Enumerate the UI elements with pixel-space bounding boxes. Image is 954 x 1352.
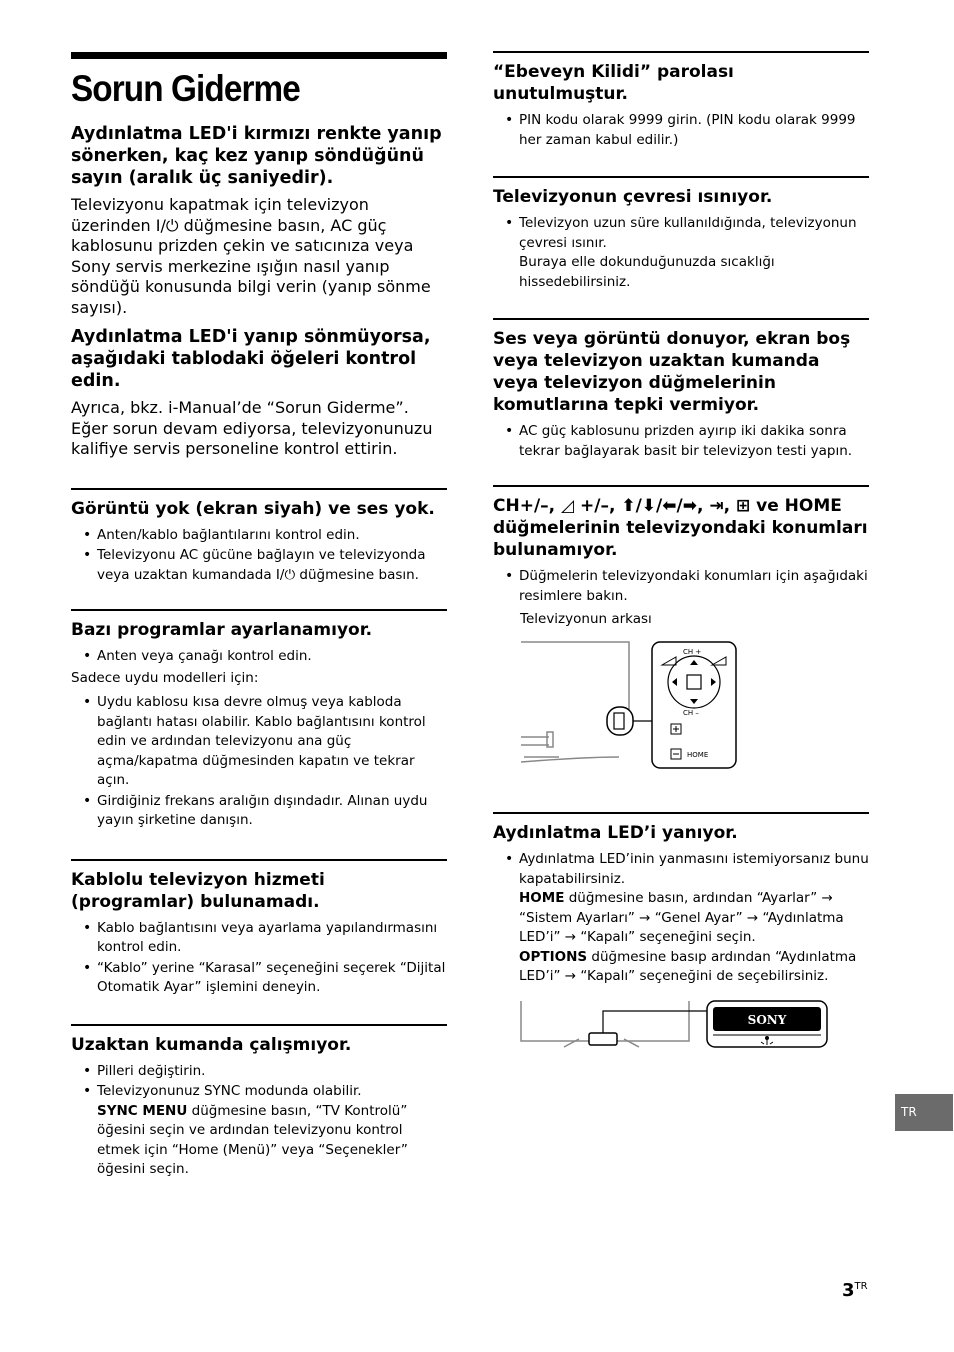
section-heading: Bazı programlar ayarlanamıyor. xyxy=(71,620,373,640)
list-item: • AC güç kablosunu prizden ayırıp iki dakika sonra tekrar bağlayarak basit bir televizyon testi yapın. xyxy=(493,422,869,461)
left-column xyxy=(71,52,447,1181)
page-title: Sorun Giderme xyxy=(71,68,300,109)
figure-caption: Televizyonun arkası xyxy=(520,611,652,627)
section-parental-lock xyxy=(493,51,869,150)
satellite-note: Sadece uydu modelleri için: xyxy=(71,669,259,686)
ch-plus-label: CH + xyxy=(683,648,702,656)
right-column xyxy=(493,51,869,1051)
item-text: düğmesine basın, “TV Kontrolü” öğesini seçin ve ardından televizyonu kontrol etmek için “Home (Menü)” veya “Seçenekler” öğesini seçin. xyxy=(97,1102,408,1177)
section-remote xyxy=(71,1024,447,1180)
list-item: • Anten/kablo bağlantılarını kontrol edin. xyxy=(71,526,447,546)
item-text: düğmesine basın, ardından “Ayarlar” → “Sistem Ayarları” → “Genel Ayar” → “Aydınlatma LED’i” → “Kapalı” seçeneğini seçin. xyxy=(519,890,844,945)
title-rule xyxy=(71,52,447,59)
home-button-label: HOME xyxy=(519,890,565,906)
list-item: • Pilleri değiştirin. xyxy=(71,1062,447,1082)
list-item: • Anten veya çanağı kontrol edin. xyxy=(71,647,447,667)
list-item xyxy=(493,214,869,292)
section-heat xyxy=(493,176,869,292)
ch-minus-label: CH – xyxy=(683,709,699,717)
section-heading: Görüntü yok (ekran siyah) ve ses yok. xyxy=(71,498,435,519)
item-text: Aydınlatma LED’inin yanmasını istemiyorsanız bunu kapatabilirsiniz. xyxy=(519,851,869,887)
language-tab: TR xyxy=(895,1094,953,1131)
section-heading: Ses veya görüntü donuyor, ekran boş veya televizyon uzaktan kumanda veya televizyon düğmelerinin komutlarına tepki vermiyor. xyxy=(493,329,851,415)
section-heading: CH+/–, ◿ +/–, ⬆/⬇/⬅/➡, ⇥, ⊞ ve HOME düğmelerinin televizyondaki konumları bulunamıyor. xyxy=(493,496,868,560)
section-heading: Kablolu televizyon hizmeti (programlar) bulunamadı. xyxy=(71,869,325,912)
led-noblink-text: Ayrıca, bkz. i-Manual’de “Sorun Giderme”. Eğer sorun devam ediyorsa, televizyonunuzu kalifiye servis personeline kontrol ettirin. xyxy=(71,398,433,458)
tv-back-buttons-figure xyxy=(519,637,769,772)
section-led-on xyxy=(493,812,869,1051)
page-number xyxy=(842,1280,868,1301)
list-item: • Girdiğiniz frekans aralığın dışındadır. Alınan uydu yayın şirketine danışın. xyxy=(71,792,447,831)
section-freeze xyxy=(493,318,869,461)
list-item: • Düğmelerin televizyondaki konumları için aşağıdaki resimlere bakın. xyxy=(493,567,869,606)
item-text: Buraya elle dokunduğunuzda sıcaklığı hissedebilirsiniz. xyxy=(519,254,775,290)
section-cable xyxy=(71,859,447,998)
section-heading: Uzaktan kumanda çalışmıyor. xyxy=(71,1034,352,1055)
list-item: • “Kablo” yerine “Karasal” seçeneğini seçerek “Dijital Otomatik Ayar” işlemini deneyin. xyxy=(71,959,447,998)
list-item xyxy=(493,850,869,987)
illumination-led-figure xyxy=(519,999,839,1051)
section-programs xyxy=(71,609,447,831)
sony-logo: SONY xyxy=(747,1012,787,1027)
sync-menu-label: SYNC MENU xyxy=(97,1102,188,1119)
list-item: • PIN kodu olarak 9999 girin. (PIN kodu olarak 9999 her zaman kabul edilir.) xyxy=(493,111,869,150)
list-item: • Televizyonu AC gücüne bağlayın ve televizyonda veya uzaktan kumandada I/⏻ düğmesine basın. xyxy=(71,546,447,585)
section-buttons xyxy=(493,485,869,772)
home-label: HOME xyxy=(687,751,709,759)
options-button-label: OPTIONS xyxy=(519,948,588,965)
led-blink-text: Televizyonu kapatmak için televizyon üzerinden I/⏻ düğmesine basın, AC güç kablosunu prizden çekin ve satıcınıza veya Sony servis merkezine ışığın nasıl yanıp söndüğü konusunda bilgi verin (yanıp sönme sayısı). xyxy=(71,195,431,317)
item-text: düğmesine basıp ardından “Aydınlatma LED’i” → “Kapalı” seçeneğini de seçebilirsiniz. xyxy=(519,948,857,984)
page-number-value: 3 xyxy=(842,1280,855,1301)
section-heading: Aydınlatma LED’i yanıyor. xyxy=(493,823,738,843)
section-heading: “Ebeveyn Kilidi” parolası unutulmuştur. xyxy=(493,62,734,104)
page-number-suffix: TR xyxy=(854,1281,868,1292)
led-blink-heading: Aydınlatma LED'i kırmızı renkte yanıp sönerken, kaç kez yanıp söndüğünü sayın (aralık üç saniyedir). xyxy=(71,124,442,188)
led-noblink-heading: Aydınlatma LED'i yanıp sönmüyorsa, aşağıdaki tablodaki öğeleri kontrol edin. xyxy=(71,327,431,391)
list-item: • Uydu kablosu kısa devre olmuş veya kabloda bağlantı hatası olabilir. Kablo bağlantısını kontrol edin ve ardından televizyonu ana güç açma/kapatma düğmesinden kapatın ve tekrar açın. xyxy=(71,693,447,791)
list-item xyxy=(71,1082,447,1180)
section-heading: Televizyonun çevresi ısınıyor. xyxy=(493,187,773,207)
item-text: Televizyonunuz SYNC modunda olabilir. xyxy=(97,1083,362,1099)
item-text: Televizyon uzun süre kullanıldığında, televizyonun çevresi ısınır. xyxy=(519,215,857,251)
section-no-image xyxy=(71,488,447,586)
list-item: • Kablo bağlantısını veya ayarlama yapılandırmasını kontrol edin. xyxy=(71,919,447,958)
